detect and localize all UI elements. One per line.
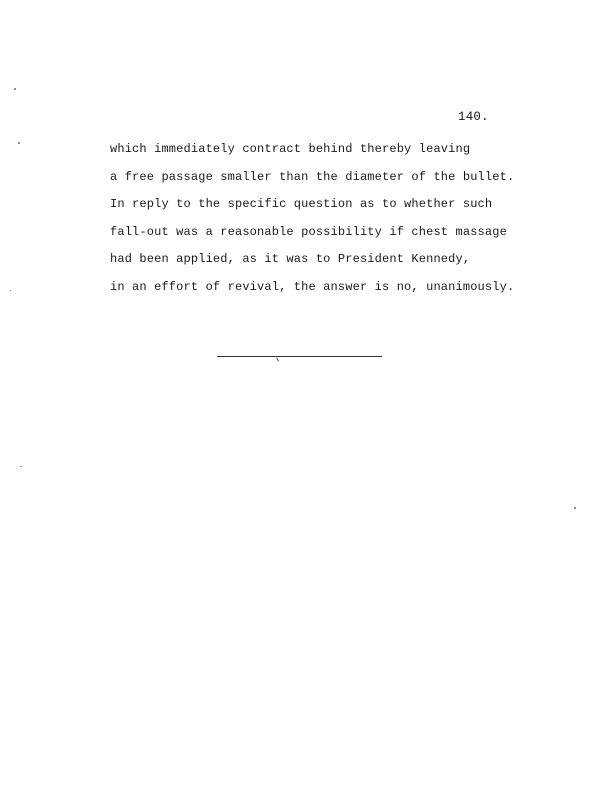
scan-speck	[20, 466, 22, 467]
scan-speck	[18, 142, 20, 144]
text-line: fall-out was a reasonable possibility if chest massage	[110, 224, 507, 239]
text-line: In reply to the specific question as to whether such	[110, 197, 493, 212]
scan-speck	[14, 88, 16, 90]
text-line: had been applied, as it was to President Kennedy,	[110, 252, 471, 267]
text-line: which immediately contract behind thereby leaving	[110, 142, 471, 156]
scan-speck	[10, 290, 11, 291]
body-paragraph	[110, 136, 590, 302]
text-line: a free passage smaller than the diameter of the bullet.	[110, 169, 515, 184]
text-line: in an effort of revival, the answer is no, unanimously.	[110, 279, 515, 294]
scan-speck	[574, 507, 576, 509]
page-number: 140.	[458, 110, 489, 124]
section-divider-rule	[217, 356, 382, 357]
